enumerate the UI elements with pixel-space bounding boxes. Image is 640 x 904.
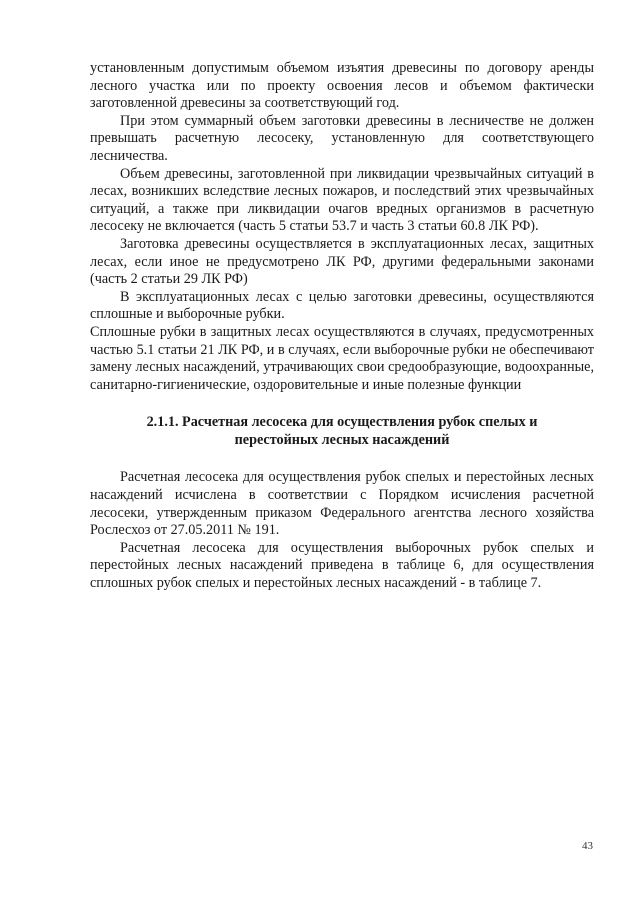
document-page — [90, 60, 594, 593]
paragraph: Объем древесины, заготовленной при ликвидации чрезвычайных ситуаций в лесах, возникших вследствие лесных пожаров, и последствий этих чрезвычайных ситуаций, а также при ликвидации очагов вредных организмов в расчетную лесосеку не включается (часть 5 статьи 53.7 и часть 3 статьи 60.8 ЛК РФ). — [90, 165, 594, 235]
paragraph: Расчетная лесосека для осуществления рубок спелых и перестойных лесных насаждений исчислена в соответствии с Порядком исчисления расчетной лесосеки, утвержденным приказом Федерального агентства лесного хозяйства Рослесхоз от 27.05.2011 № 191. — [90, 469, 594, 539]
paragraph: Сплошные рубки в защитных лесах осуществляются в случаях, предусмотренных частью 5.1 статьи 21 ЛК РФ, и в случаях, если выборочные рубки не обеспечивают замену лесных насаждений, утрачивающих свои средообразующие, водоохранные, санитарно-гигиенические, оздоровительные и иные полезные функции — [90, 323, 594, 393]
section-heading — [90, 414, 594, 449]
section-heading-line: перестойных лесных насаждений — [234, 431, 450, 448]
paragraph: Расчетная лесосека для осуществления выборочных рубок спелых и перестойных лесных насаждений приведена в таблице 6, для осуществления сплошных рубок спелых и перестойных лесных насаждений - в таблице 7. — [90, 539, 594, 592]
paragraph: В эксплуатационных лесах с целью заготовки древесины, осуществляются сплошные и выборочные рубки. — [90, 288, 594, 323]
paragraph: установленным допустимым объемом изъятия древесины по договору аренды лесного участка или по проекту освоения лесов и объемом фактически заготовленной древесины за соответствующий год. — [90, 60, 594, 112]
paragraph: При этом суммарный объем заготовки древесины в лесничестве не должен превышать расчетную лесосеку, установленную для соответствующего лесничества. — [90, 112, 594, 164]
paragraph: Заготовка древесины осуществляется в эксплуатационных лесах, защитных лесах, если иное не предусмотрено ЛК РФ, другими федеральными законами (часть 2 статьи 29 ЛК РФ) — [90, 235, 594, 288]
spacer — [90, 449, 594, 469]
page-number: 43 — [582, 840, 593, 852]
section-heading-line: 2.1.1. Расчетная лесосека для осуществления рубок спелых и — [146, 414, 538, 431]
